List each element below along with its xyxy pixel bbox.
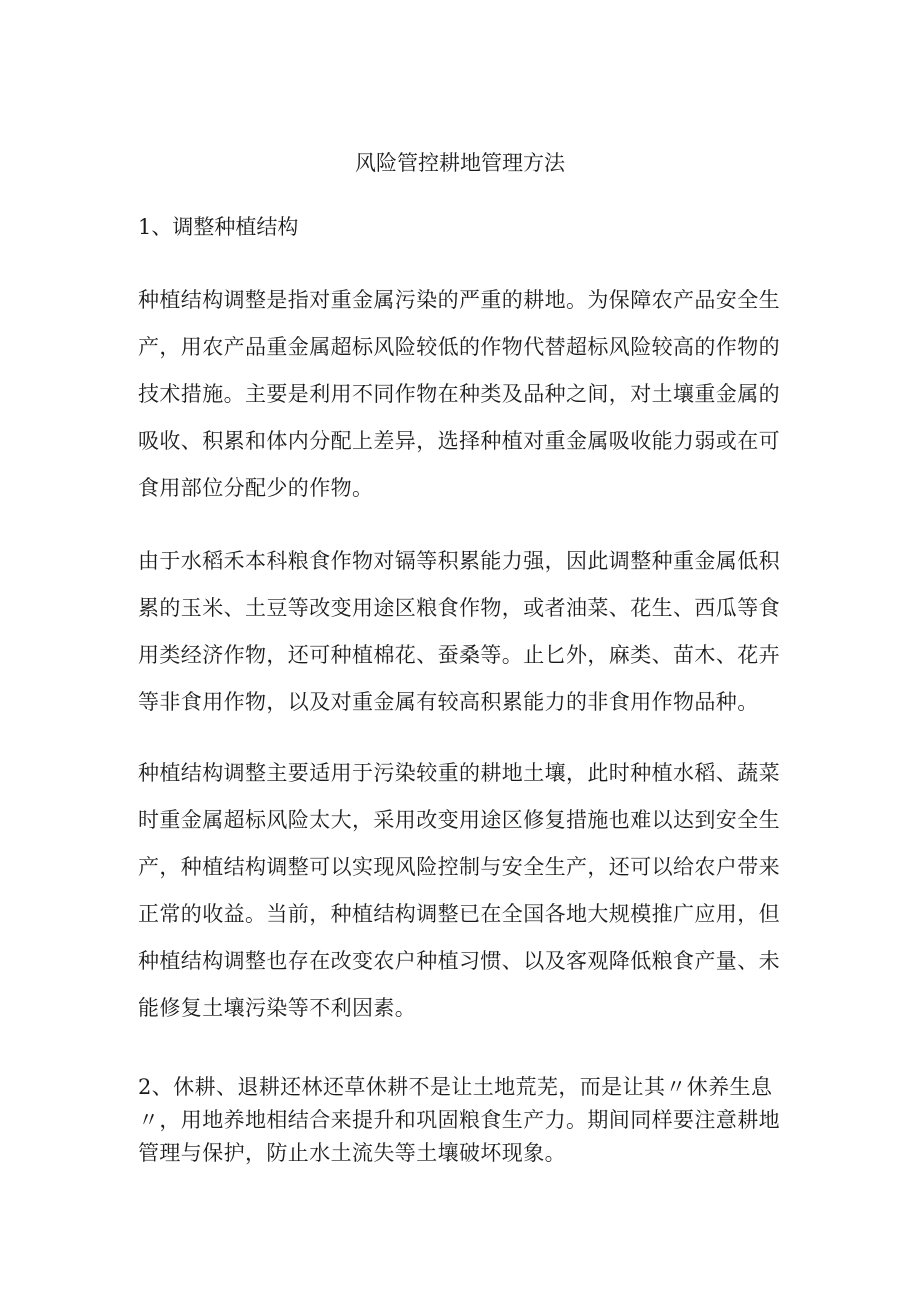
paragraph: 种植结构调整主要适用于污染较重的耕地土壤，此时种植水稻、蔬菜时重金属超标风险太大，采用改变用途区修复措施也难以达到安全生产，种植结构调整可以实现风险控制与安全生产，还可以给农户带来正常的收益。当前，种植结构调整已在全国各地大规模推广应用，但种植结构调整也存在改变农户种植习惯、以及客观降低粮食产量、未能修复土壤污染等不利因素。 xyxy=(138,761,780,1020)
paragraph: 2、休耕、退耕还林还草休耕不是让土地荒芜，而是让其〃休养生息〃，用地养地相结合来提升和巩固粮食生产力。期间同样要注意耕地管理与保护，防止水土流失等土壤破坏现象。 xyxy=(138,1075,780,1165)
section-heading: 1、调整种植结构 xyxy=(138,215,299,239)
paragraph: 由于水稻禾本科粮食作物对镉等积累能力强，因此调整种重金属低积累的玉米、土豆等改变用途区粮食作物，或者油菜、花生、西瓜等食用类经济作物，还可种植棉花、蚕桑等。止匕外，麻类、苗木、花卉等非食用作物，以及对重金属有较高积累能力的非食用作物品种。 xyxy=(138,549,780,714)
document-title: 风险管控耕地管理方法 xyxy=(355,151,565,175)
paragraph: 种植结构调整是指对重金属污染的严重的耕地。为保障农产品安全生产，用农产品重金属超标风险较低的作物代替超标风险较高的作物的技术措施。主要是利用不同作物在种类及品种之间，对土壤重金属的吸收、积累和体内分配上差异，选择种植对重金属吸收能力弱或在可食用部位分配少的作物。 xyxy=(138,288,780,500)
